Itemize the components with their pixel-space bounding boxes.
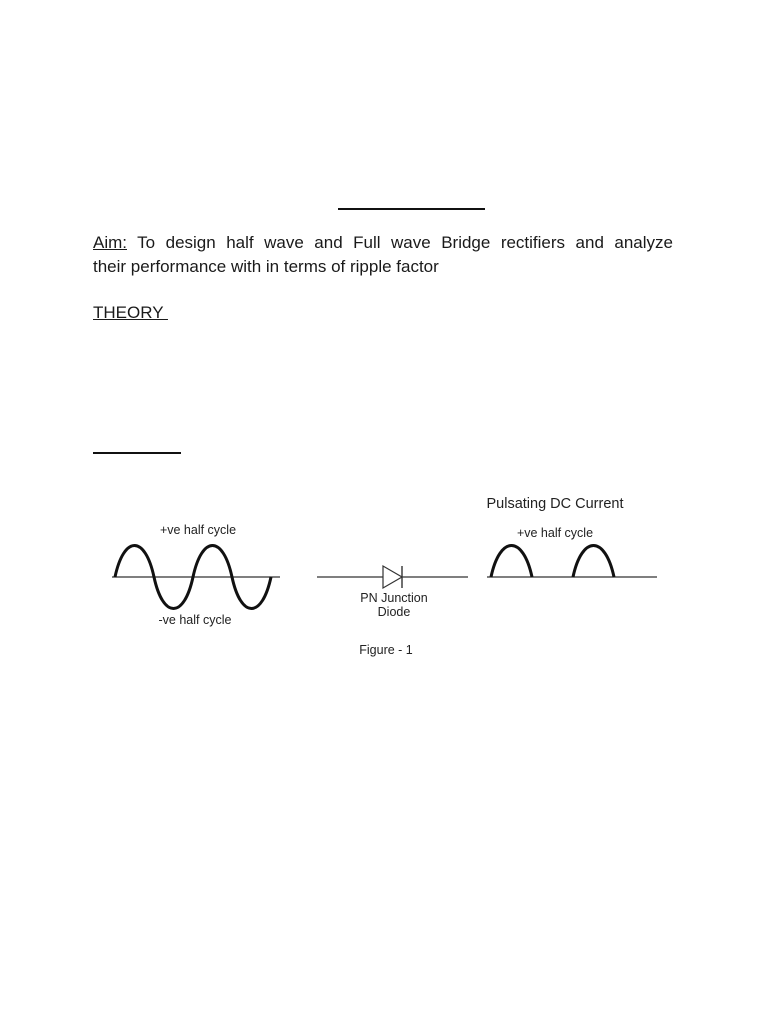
diode-symbol [317,566,468,588]
input-sine-wave [112,546,280,609]
figure-caption: Figure - 1 [359,643,413,657]
aim-text-1: To design half wave and Full wave Bridge rectifiers and analyze [127,233,673,252]
aim-text-2: their performance with in terms of ripple factor [93,257,439,276]
positive-half-cycle-label: +ve half cycle [159,523,237,537]
theory-heading: THEORY [93,303,168,322]
negative-half-cycle-label: -ve half cycle [158,613,232,627]
diode-label-line1: PN Junction [360,591,428,605]
output-pulse-1 [491,546,532,578]
output-pulsating-wave [487,546,657,578]
diode-anode-triangle [383,566,402,588]
diode-label-line2: Diode [377,605,411,619]
output-pulse-2 [573,546,614,578]
aim-label: Aim: [93,233,127,252]
output-half-cycle-label: +ve half cycle [516,526,594,540]
output-title: Pulsating DC Current [486,496,624,512]
